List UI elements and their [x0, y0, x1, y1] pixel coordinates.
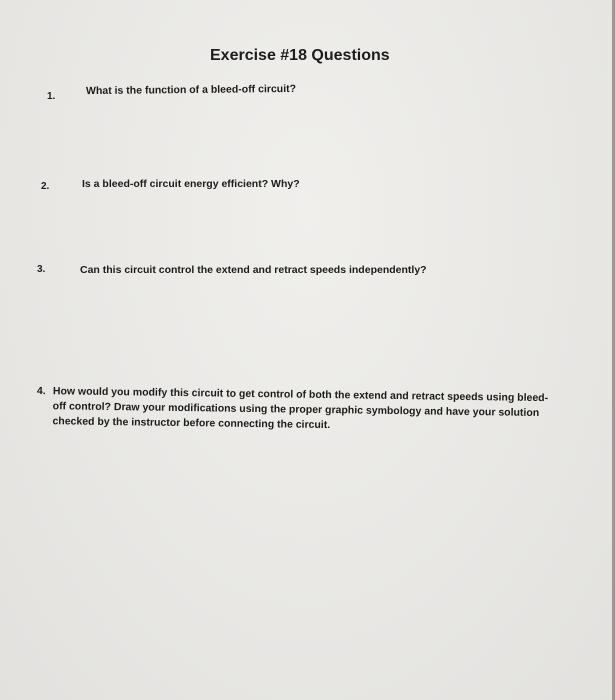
question-4-line-2: off control? Draw your modifications using the proper graphic symbology and have your solution [52, 400, 540, 420]
question-4-text-1: How would you modify this circuit to get control of both the extend and retract speeds using bleed- [52, 385, 549, 405]
question-4-number: 4. [36, 384, 46, 398]
page-title: Exercise #18 Questions [210, 47, 390, 64]
question-4 [36, 384, 557, 436]
question-2-text: Is a bleed-off circuit energy efficient? Why? [82, 178, 300, 190]
question-1-number: 1. [47, 91, 56, 102]
question-3-text: Can this circuit control the extend and retract speeds independently? [80, 264, 427, 276]
question-2-number: 2. [41, 181, 50, 192]
question-3-number: 3. [37, 264, 46, 275]
question-1-text: What is the function of a bleed-off circuit? [85, 82, 297, 98]
question-4-line-3: checked by the instructor before connecting the circuit. [52, 415, 331, 432]
